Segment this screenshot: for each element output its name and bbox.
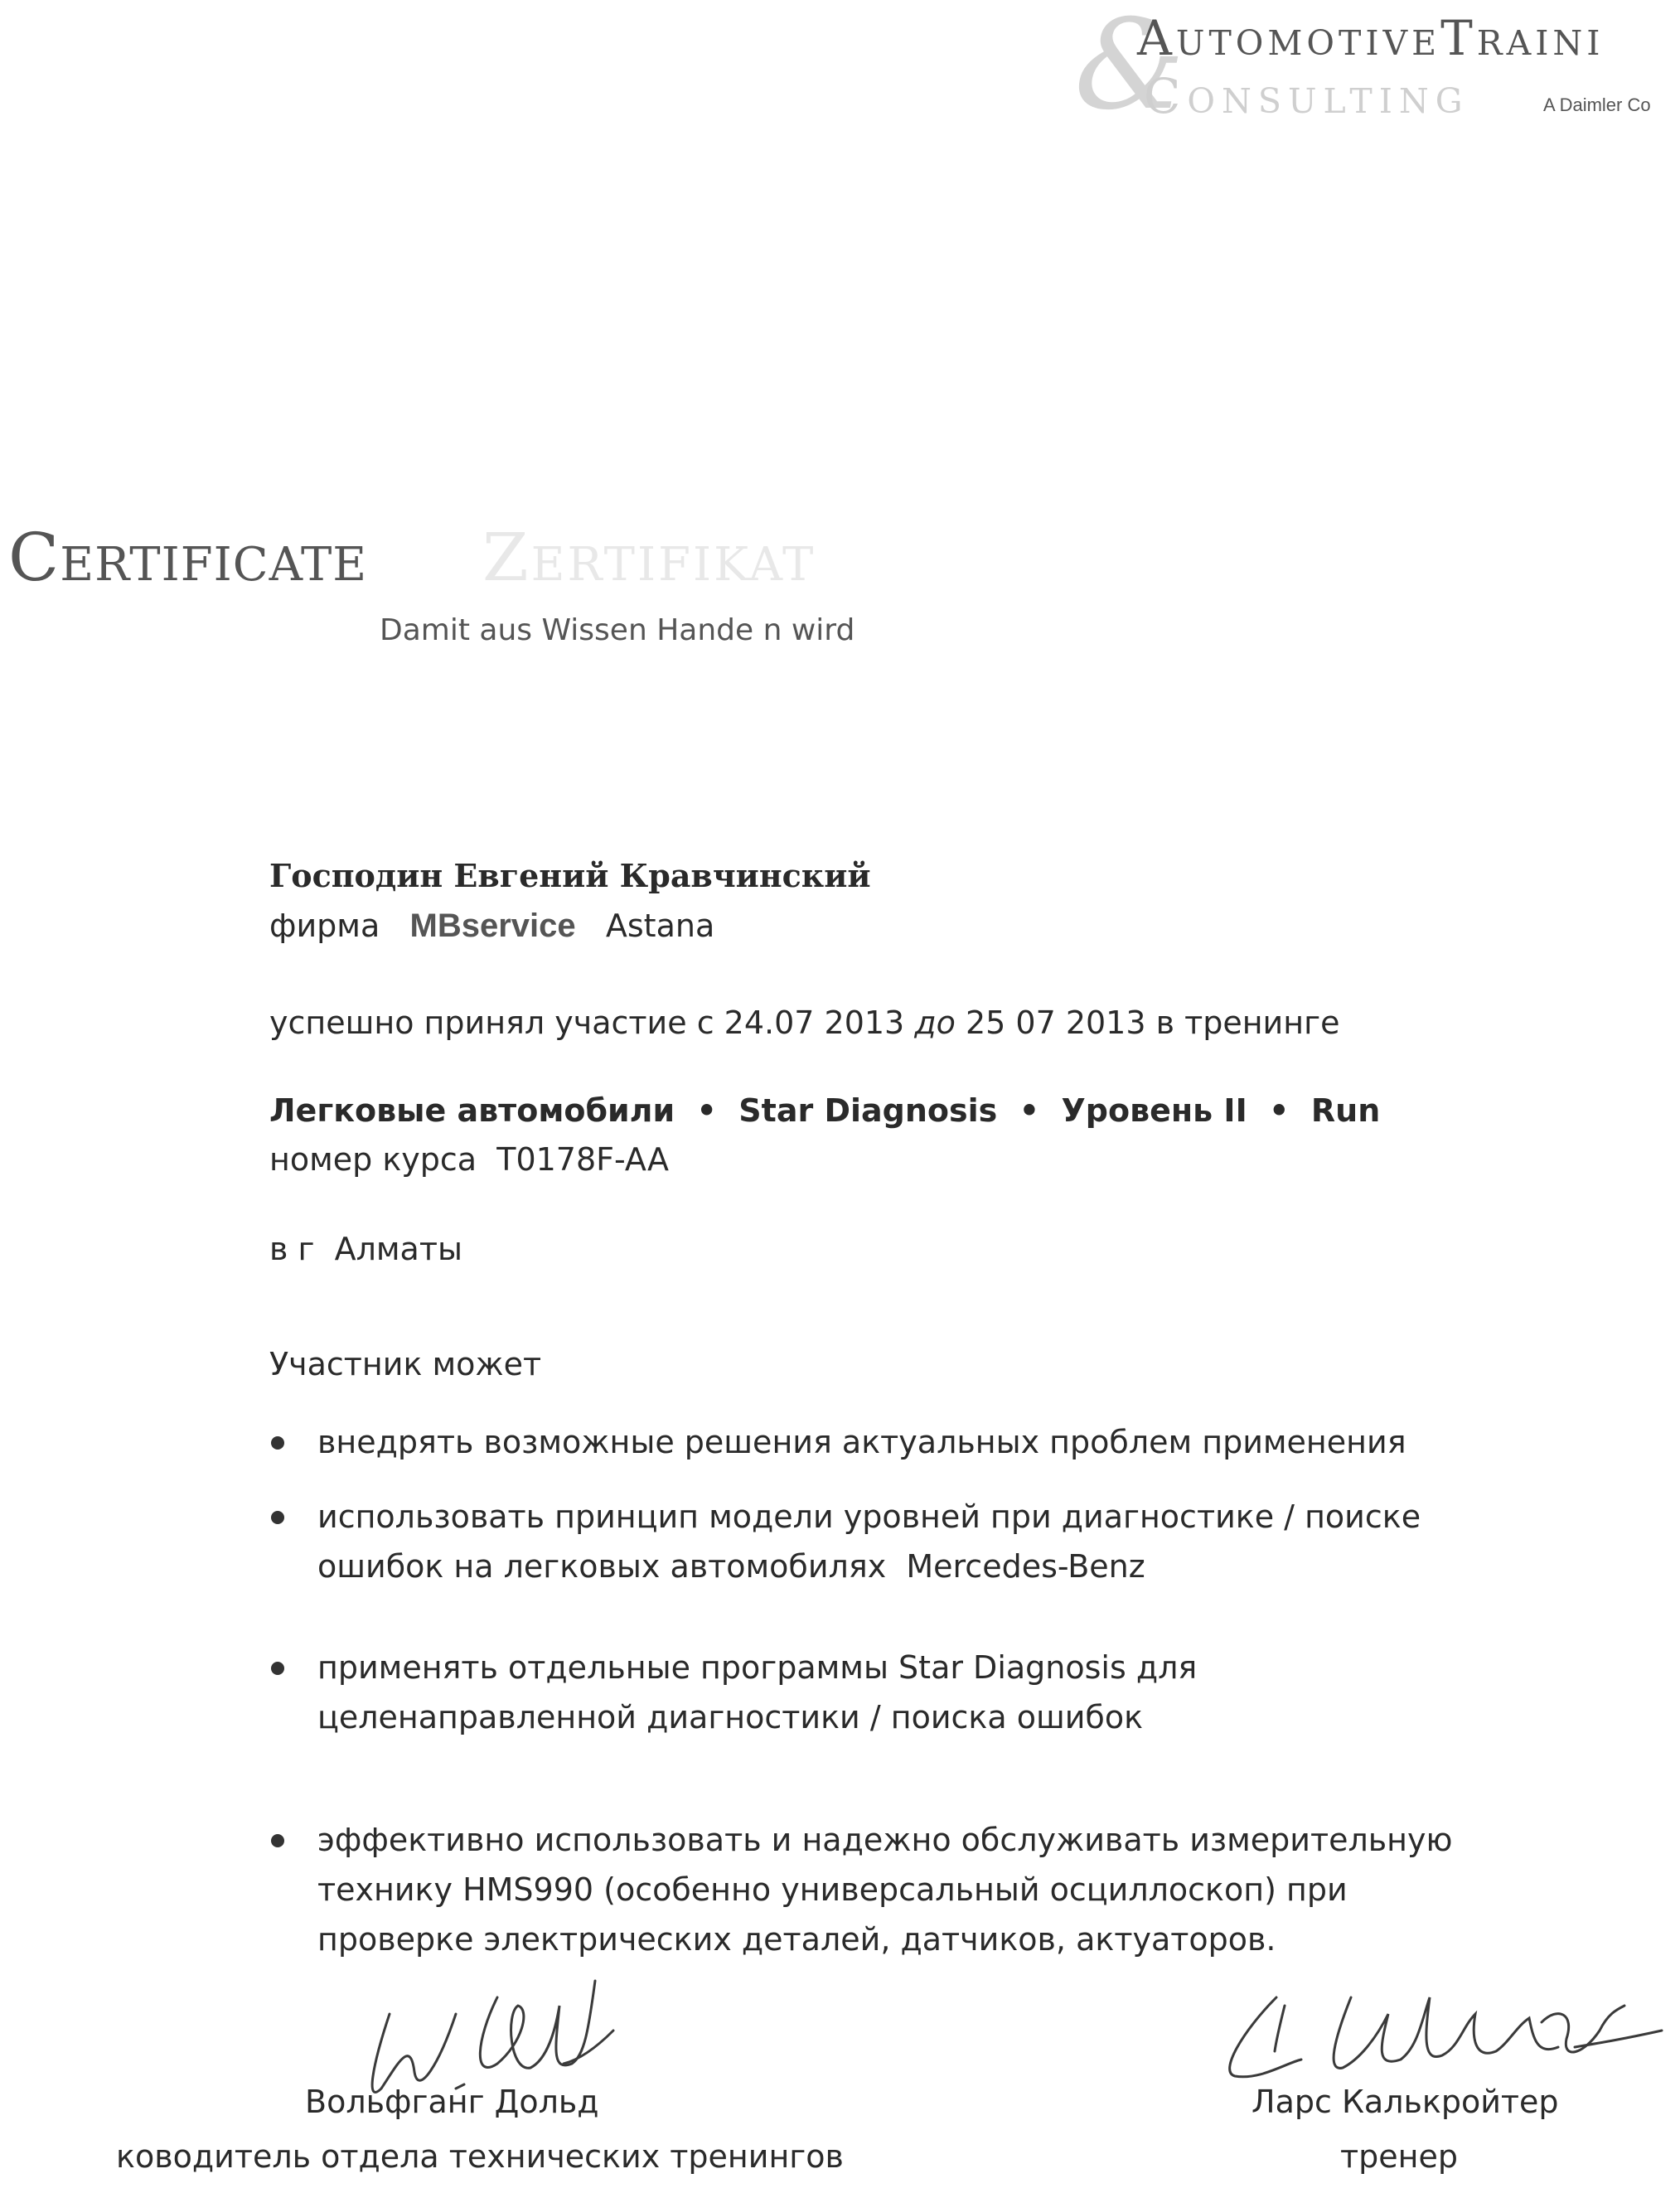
signer-right-role: тренер <box>1340 2138 1458 2175</box>
course-number: номер курса T0178F-AA <box>269 1141 669 1178</box>
period-suffix: 25 07 2013 в тренинге <box>965 1004 1340 1041</box>
firm-city: Astana <box>605 908 715 944</box>
ability-item: использовать принцип модели уровней при диагностике / поиске ошибок на легковых автомобилях Mercedes-Benz <box>317 1498 1421 1585</box>
period-to: до <box>914 1004 956 1041</box>
ability-item: применять отдельные программы Star Diagnosis для целенаправленной диагностики / поиска ошибок <box>317 1649 1198 1735</box>
bullet-icon <box>271 1511 284 1524</box>
firm-name: MBservice <box>409 908 576 944</box>
recipient-firm <box>269 908 714 945</box>
ability-item: внедрять возможные решения актуальных проблем применения <box>317 1424 1406 1460</box>
course-title: Легковые автомобили • Star Diagnosis • Уровень II • Run <box>269 1092 1381 1129</box>
bullet-icon <box>271 1834 284 1847</box>
signer-right-name: Ларс Калькройтер <box>1252 2084 1559 2120</box>
period-prefix: успешно принял участие с 24.07 2013 <box>269 1004 905 1041</box>
recipient-name: Господин Евгений Кравчинский <box>269 857 871 894</box>
certificate-motto: Damit aus Wissen Hande n wird <box>380 613 855 647</box>
signer-left-name: Вольфганг Дольд <box>305 2084 599 2120</box>
logo-line-1: AutomotiveTraini <box>1137 10 1605 66</box>
course-location: в г Алматы <box>269 1231 462 1267</box>
logo-line-2: Consulting <box>1144 68 1469 124</box>
training-period <box>269 1004 1339 1041</box>
ability-item: эффективно использовать и надежно обслуживать измерительную технику HMS990 (особенно универсальный осциллоскоп) при проверке электрических деталей, датчиков, актуаторов. <box>317 1822 1453 1958</box>
logo-ampersand: & <box>1074 0 1185 138</box>
abilities-intro: Участник может <box>269 1346 542 1382</box>
signer-left-role: ководитель отдела технических тренингов <box>116 2138 844 2175</box>
logo-daimler: A Daimler Co <box>1543 94 1651 115</box>
signature-right <box>1210 1981 1674 2097</box>
bullet-icon <box>271 1436 284 1450</box>
bullet-icon <box>271 1662 284 1675</box>
certificate-title-de: Zertifikat <box>482 519 816 596</box>
firm-label: фирма <box>269 908 380 944</box>
certificate-title: Certificate <box>8 519 368 596</box>
